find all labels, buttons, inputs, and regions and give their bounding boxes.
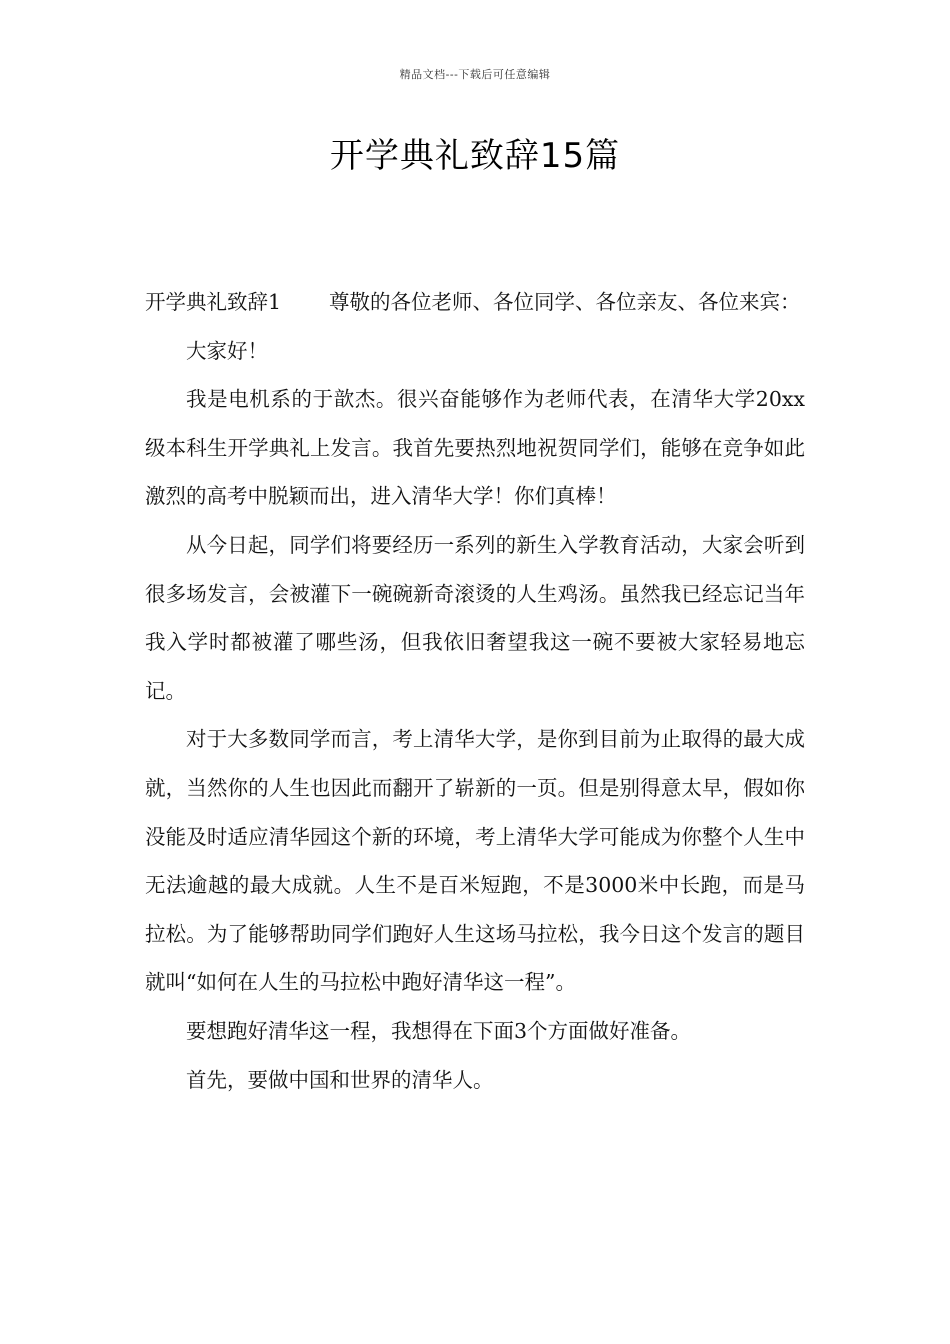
document-title: 开学典礼致辞15篇 bbox=[329, 136, 621, 176]
paragraph-orientation: 从今日起，同学们将要经历一系列的新生入学教育活动，大家会听到很多场发言，会被灌下一碗碗新奇滚烫的人生鸡汤。虽然我已经忘记当年我入学时都被灌了哪些汤，但我依旧奢望我这一碗不要被大家轻易地忘记。 bbox=[145, 532, 805, 703]
salutation: 尊敬的各位老师、各位同学、各位亲友、各位来宾： bbox=[329, 290, 801, 314]
paragraph-preparation: 要想跑好清华这一程，我想得在下面3个方面做好准备。 bbox=[186, 1018, 692, 1043]
header-note: 精品文档---下载后可任意编辑 bbox=[399, 68, 551, 81]
paragraph-introduction: 我是电机系的于歆杰。很兴奋能够作为老师代表，在清华大学20xx级本科生开学典礼上发言。我首先要热烈地祝贺同学们，能够在竞争如此激烈的高考中脱颖而出，进入清华大学！你们真棒！ bbox=[145, 387, 805, 509]
lead-label: 开学典礼致辞1 bbox=[145, 290, 282, 314]
paragraph-greeting: 大家好！ bbox=[186, 338, 268, 363]
paragraph-marathon: 对于大多数同学而言，考上清华大学，是你到目前为止取得的最大成就，当然你的人生也因此而翻开了崭新的一页。但是别得意太早，假如你没能及时适应清华园这个新的环境，考上清华大学可能成为你整个人生中无法逾越的最大成就。人生不是百米短跑，不是3000米中长跑，而是马拉松。为了能够帮助同学们跑好人生这场马拉松，我今日这个发言的题目就叫“如何在人生的马拉松中跑好清华这一程”。 bbox=[145, 727, 805, 995]
document-body bbox=[145, 278, 805, 1104]
lead-paragraph bbox=[145, 278, 805, 327]
paragraph-first-point: 首先，要做中国和世界的清华人。 bbox=[186, 1067, 494, 1092]
